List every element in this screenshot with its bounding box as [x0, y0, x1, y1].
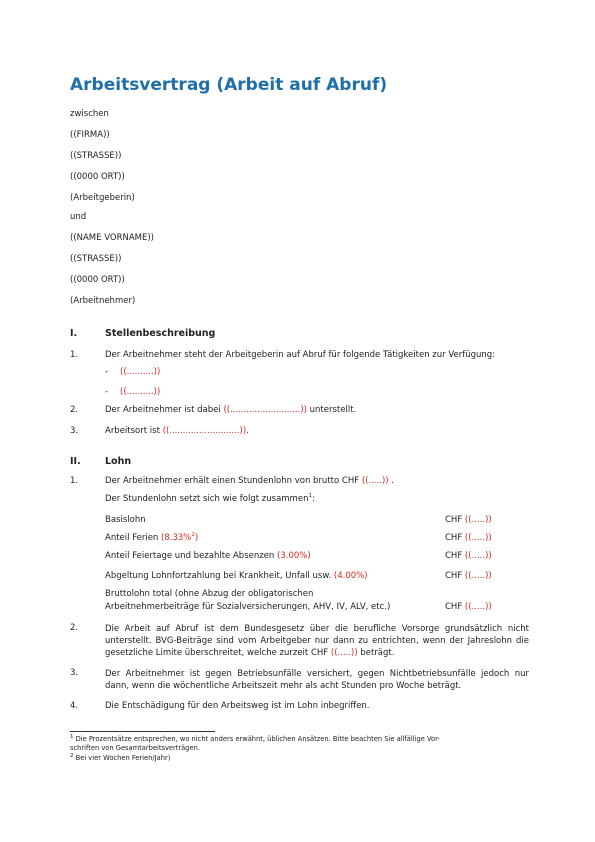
percentage-value: (3.00%) [277, 551, 311, 561]
wage-row-text: Anteil Feiertage und bezahlte Absenzen [105, 551, 278, 561]
item-text: Die Arbeit auf Abruf ist dem Bundesgesetz über die berufliche Vorsorge grundsätzlich nicht unterstellt. BVG-Beiträge sind vom Arbeitgeber nur dann zu entrichten, wenn der Jahreslohn die gesetzliche Limite überschreitet, welche zurzeit CHF [105, 624, 529, 658]
party-line: ((NAME VORNAME)) [70, 233, 154, 243]
item-text-post: beträgt. [357, 648, 395, 658]
wage-row-amount [445, 533, 492, 543]
composition-label: Der Stundenlohn setzt sich wie folgt zusammen [105, 494, 309, 504]
item-text-pre: Arbeitsort ist [105, 426, 163, 436]
footnote [70, 735, 440, 744]
item-paragraph: Der Arbeitnehmer ist gegen Betriebsunfälle versichert, gegen Nichtbetriebsunfälle jedoch nur dann, wenn die wöchentliche Arbeitszeit mehr als acht Stunden pro Woche beträgt. [105, 669, 529, 691]
wage-row-label [105, 571, 368, 581]
item-number: 2. [70, 623, 79, 633]
percentage-value: (4.00%) [333, 571, 368, 581]
item-text [105, 426, 249, 436]
wage-total-label: Arbeitnehmerbeiträge für Sozialversicherungen, AHV, IV, ALV, etc.) [105, 602, 391, 612]
footnote-continuation: schriften von Gesamtarbeitsverträgen. [70, 744, 200, 752]
percentage-close: ) [194, 533, 199, 543]
footnote-text: Die Prozentsätze entsprechen, wo nicht anders erwähnt, üblichen Ansätzen. Bitte beachten Sie allfällige Vor- [73, 735, 440, 743]
placeholder-field: ((.....)) [464, 533, 492, 543]
item-text-pre: Der Arbeitnehmer ist dabei [105, 405, 224, 415]
item-number: 1. [70, 350, 79, 360]
wage-row-text: Anteil Ferien [105, 533, 162, 543]
section-number: I. [70, 328, 78, 339]
wage-row-amount [445, 551, 492, 561]
currency-label: CHF [445, 533, 465, 543]
placeholder-field: ((.....)) [464, 602, 492, 612]
party-line: ((0000 ORT)) [70, 275, 125, 285]
footnote-divider [70, 731, 215, 732]
wage-row-amount [445, 515, 492, 525]
wage-row-label: Basislohn [105, 515, 146, 525]
currency-label: CHF [445, 551, 465, 561]
wage-row-label [105, 533, 198, 543]
currency-label: CHF [445, 571, 465, 581]
item-number: 2. [70, 405, 79, 415]
item-text-post: . [246, 426, 249, 436]
placeholder-field: ((..........................)) [223, 405, 307, 415]
currency-label: CHF [445, 602, 465, 612]
wage-row-label [105, 551, 311, 561]
item-text: Die Entschädigung für den Arbeitsweg ist im Lohn inbegriffen. [105, 701, 370, 711]
bullet-dash: - [105, 387, 109, 397]
composition-colon: : [311, 494, 315, 504]
bullet-dash: - [105, 367, 109, 377]
party-line: (Arbeitnehmer) [70, 296, 136, 306]
item-text-post: unterstellt. [306, 405, 357, 415]
section-title: Lohn [105, 456, 132, 467]
section-number: II. [70, 456, 81, 467]
placeholder-field: ((..........................)) [162, 426, 247, 436]
item-text-pre: Der Arbeitnehmer erhält einen Stundenlohn von brutto CHF [105, 476, 362, 486]
party-line: ((STRASSE)) [70, 151, 122, 161]
item-number: 3. [70, 668, 79, 678]
item-text [105, 405, 356, 415]
item-text: Der Arbeitnehmer steht der Arbeitgeberin auf Abruf für folgende Tätigkeiten zur Verfügung: [105, 350, 496, 360]
party-line: ((STRASSE)) [70, 254, 122, 264]
footnote-ref: 2 [191, 532, 195, 539]
footnote-mark: 2 [70, 752, 74, 759]
percentage-value: (8.33% [161, 533, 192, 543]
footnote-ref: 1 [308, 493, 312, 500]
footnote-text: Bei vier Wochen Ferien/Jahr) [73, 754, 171, 762]
placeholder-field: ((.....)) [464, 571, 492, 581]
wage-row-amount [445, 602, 492, 612]
wage-row-amount [445, 571, 492, 581]
placeholder-field: ((..........)) [120, 367, 161, 377]
section-title: Stellenbeschreibung [105, 328, 216, 339]
composition-text [105, 494, 315, 504]
item-number: 4. [70, 701, 79, 711]
wage-row-text: Abgeltung Lohnfortzahlung bei Krankheit, Unfall usw. [105, 571, 334, 581]
item-paragraph [105, 623, 529, 659]
item-number: 1. [70, 476, 79, 486]
placeholder-field: ((.....)) [330, 648, 358, 658]
footnote-mark: 1 [70, 733, 74, 740]
item-number: 3. [70, 426, 79, 436]
item-text-post: . [388, 476, 394, 486]
party-line: und [70, 212, 87, 222]
document-title: Arbeitsvertrag (Arbeit auf Abruf) [70, 75, 388, 95]
placeholder-field: ((.....)) [361, 476, 389, 486]
party-line: ((FIRMA)) [70, 130, 110, 140]
placeholder-field: ((..........)) [120, 387, 161, 397]
item-text [105, 476, 394, 486]
party-line: zwischen [70, 109, 109, 119]
placeholder-field: ((.....)) [464, 515, 492, 525]
party-line: ((0000 ORT)) [70, 172, 125, 182]
currency-label: CHF [445, 515, 465, 525]
party-line: (Arbeitgeberin) [70, 193, 135, 203]
placeholder-field: ((.....)) [464, 551, 492, 561]
wage-total-label: Bruttolohn total (ohne Abzug der obligatorischen [105, 589, 314, 599]
footnote [70, 754, 170, 763]
